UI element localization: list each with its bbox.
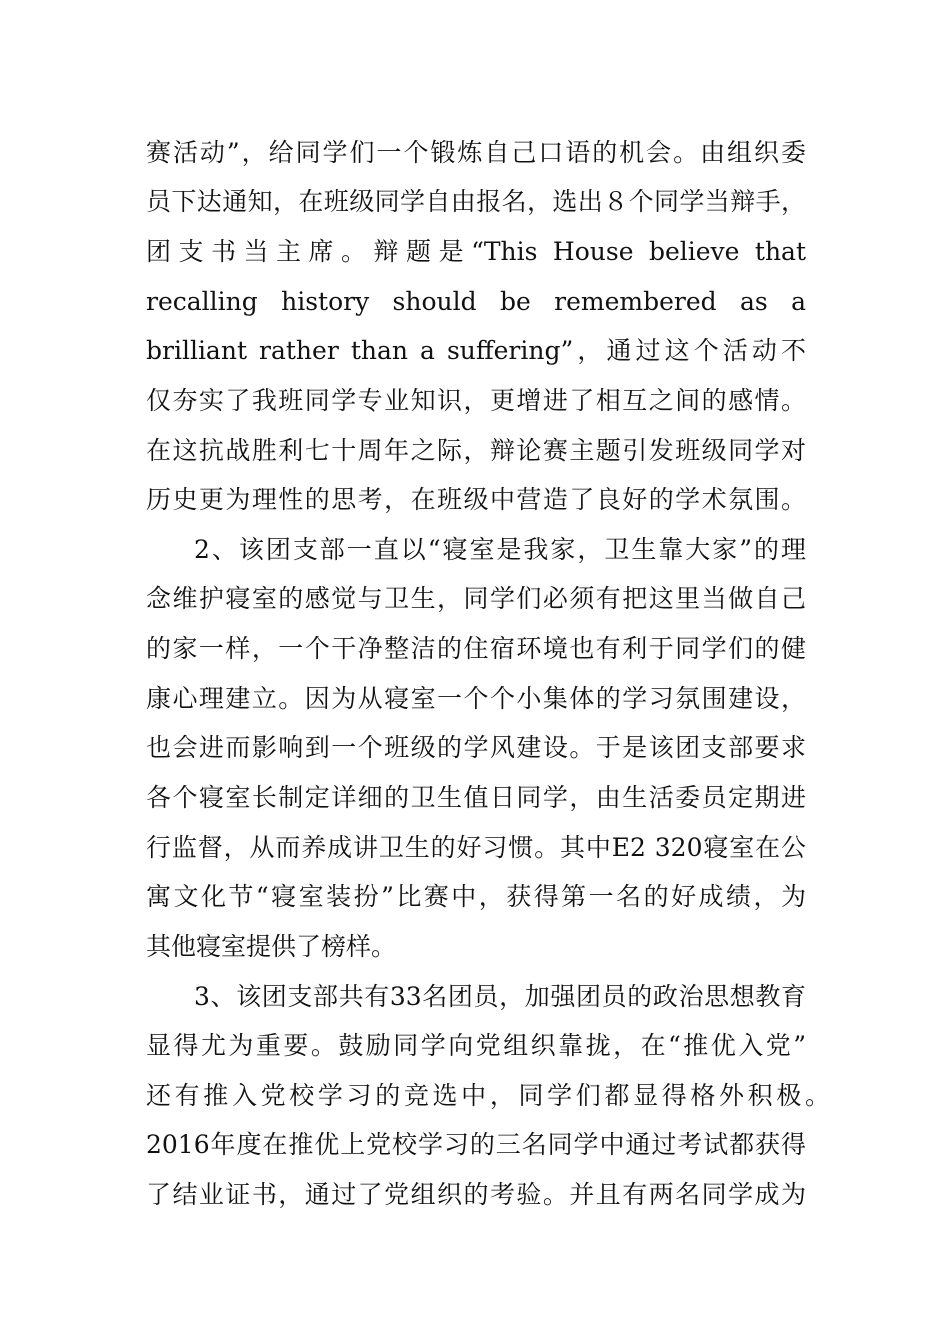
text-line: 还有推入党校学习的竞选中，同学们都显得格外积极。: [146, 1081, 830, 1110]
text-line: recalling history should be remembered as a: [146, 287, 806, 316]
text-line: 念维护寝室的感觉与卫生，同学们必须有把这里当做自己: [146, 584, 806, 613]
text-line: 员下达通知，在班级同学自由报名，选出８个同学当辩手，: [146, 187, 806, 216]
text-line: 了结业证书，通过了党组织的考验。并且有两名同学成为: [146, 1180, 806, 1209]
text-line: 行监督，从而养成讲卫生的好习惯。其中E2 320寝室在公: [146, 833, 806, 862]
paragraph-start-line: 3、该团支部共有33名团员，加强团员的政治思想教育: [194, 982, 806, 1011]
text-line: 仅夯实了我班同学专业知识，更增进了相互之间的感情。: [146, 386, 806, 415]
text-line: 其他寝室提供了榜样。: [146, 932, 397, 961]
text-line: 团支书当主席。辩题是“This House believe that: [146, 237, 806, 266]
text-line: brilliant rather than a suffering”，通过这个活动不: [146, 336, 806, 365]
text-line: 也会进而影响到一个班级的学风建设。于是该团支部要求: [146, 733, 806, 762]
paragraph-start-line: 2、该团支部一直以“寝室是我家，卫生靠大家”的理: [194, 535, 806, 564]
text-line: 各个寝室长制定详细的卫生值日同学，由生活委员定期进: [146, 783, 806, 812]
text-line: 康心理建立。因为从寝室一个个小集体的学习氛围建设，: [146, 684, 806, 713]
text-line: 寓文化节“寝室装扮”比赛中，获得第一名的好成绩，为: [146, 882, 806, 911]
text-line: 显得尤为重要。鼓励同学向党组织靠拢，在“推优入党”: [146, 1031, 806, 1060]
text-line: 在这抗战胜利七十周年之际，辩论赛主题引发班级同学对: [146, 436, 806, 465]
text-line: 赛活动”，给同学们一个锻炼自己口语的机会。由组织委: [146, 138, 806, 167]
text-line: 历史更为理性的思考，在班级中营造了良好的学术氛围。: [146, 485, 806, 514]
text-line: 的家一样，一个干净整洁的住宿环境也有利于同学们的健: [146, 634, 806, 663]
text-line: 2016年度在推优上党校学习的三名同学中通过考试都获得: [146, 1130, 806, 1159]
